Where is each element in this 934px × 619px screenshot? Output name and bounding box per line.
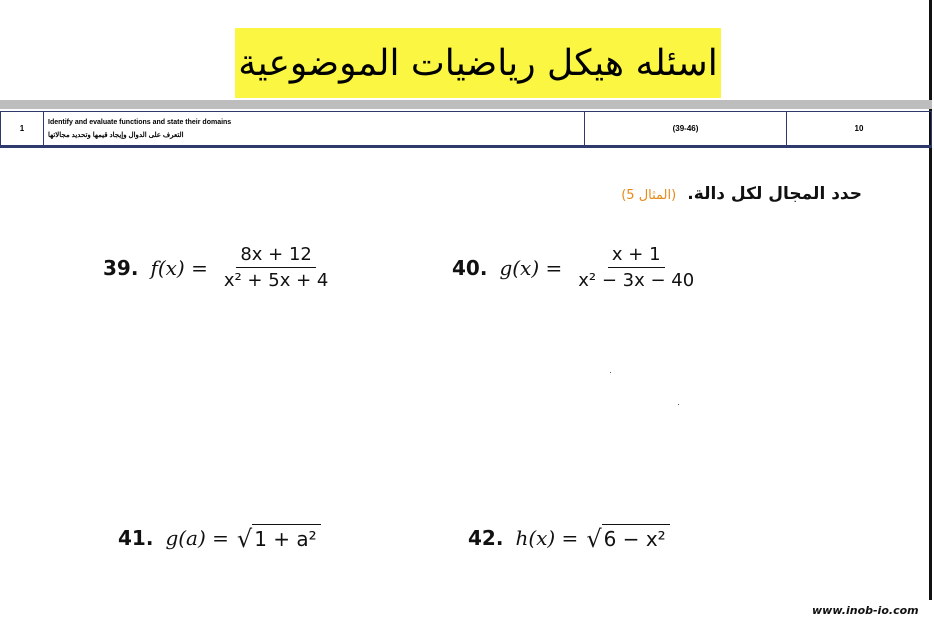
title-banner: [235, 28, 721, 98]
header-divider-band: [0, 100, 932, 109]
instruction-text: حدد المجال لكل دالة.: [687, 184, 862, 204]
problem-42: [468, 524, 670, 551]
objective-number: 1: [1, 112, 44, 147]
function-lhs: g(x) =: [499, 255, 563, 280]
objective-description-ar: التعرف على الدوال وإيجاد قيمها وتحديد مجالاتها: [48, 131, 184, 139]
radical-sign-icon: √: [236, 525, 253, 553]
problem-41: [118, 524, 321, 551]
problem-number: 41.: [118, 525, 154, 550]
objective-description-en: Identify and evaluate functions and state their domains: [48, 118, 232, 126]
page-title: اسئله هيكل رياضيات الموضوعية: [238, 42, 718, 84]
instruction-line: [621, 184, 862, 204]
problem-number: 39.: [103, 255, 139, 280]
numerator: x + 1: [608, 244, 665, 268]
objective-score: 10: [787, 112, 932, 147]
radicand: 1 + a²: [252, 524, 320, 551]
table-row: [1, 112, 932, 147]
stray-mark: [678, 404, 679, 405]
footer-url: www.inob-io.com: [812, 604, 919, 617]
problem-number: 40.: [452, 255, 488, 280]
function-lhs: f(x) =: [150, 255, 208, 280]
radical-sign-icon: √: [586, 525, 602, 553]
page-right-border: [929, 0, 932, 600]
square-root: [586, 524, 669, 551]
problem-40: [452, 244, 698, 291]
stray-mark: [610, 372, 611, 373]
radicand: 6 − x²: [602, 524, 670, 551]
fraction: [574, 244, 698, 291]
function-lhs: h(x) =: [515, 525, 579, 550]
problem-39: [103, 244, 332, 291]
numerator: 8x + 12: [236, 244, 316, 268]
fraction: [220, 244, 332, 291]
objective-description: [44, 112, 585, 147]
problem-number: 42.: [468, 525, 504, 550]
square-root: [237, 524, 321, 551]
denominator: x² − 3x − 40: [578, 270, 695, 291]
objective-question-range: (39-46): [585, 112, 787, 147]
objective-table: [0, 111, 932, 148]
denominator: x² + 5x + 4: [223, 270, 329, 291]
function-lhs: g(a) =: [165, 525, 229, 550]
example-reference: (المثال 5): [621, 188, 677, 203]
